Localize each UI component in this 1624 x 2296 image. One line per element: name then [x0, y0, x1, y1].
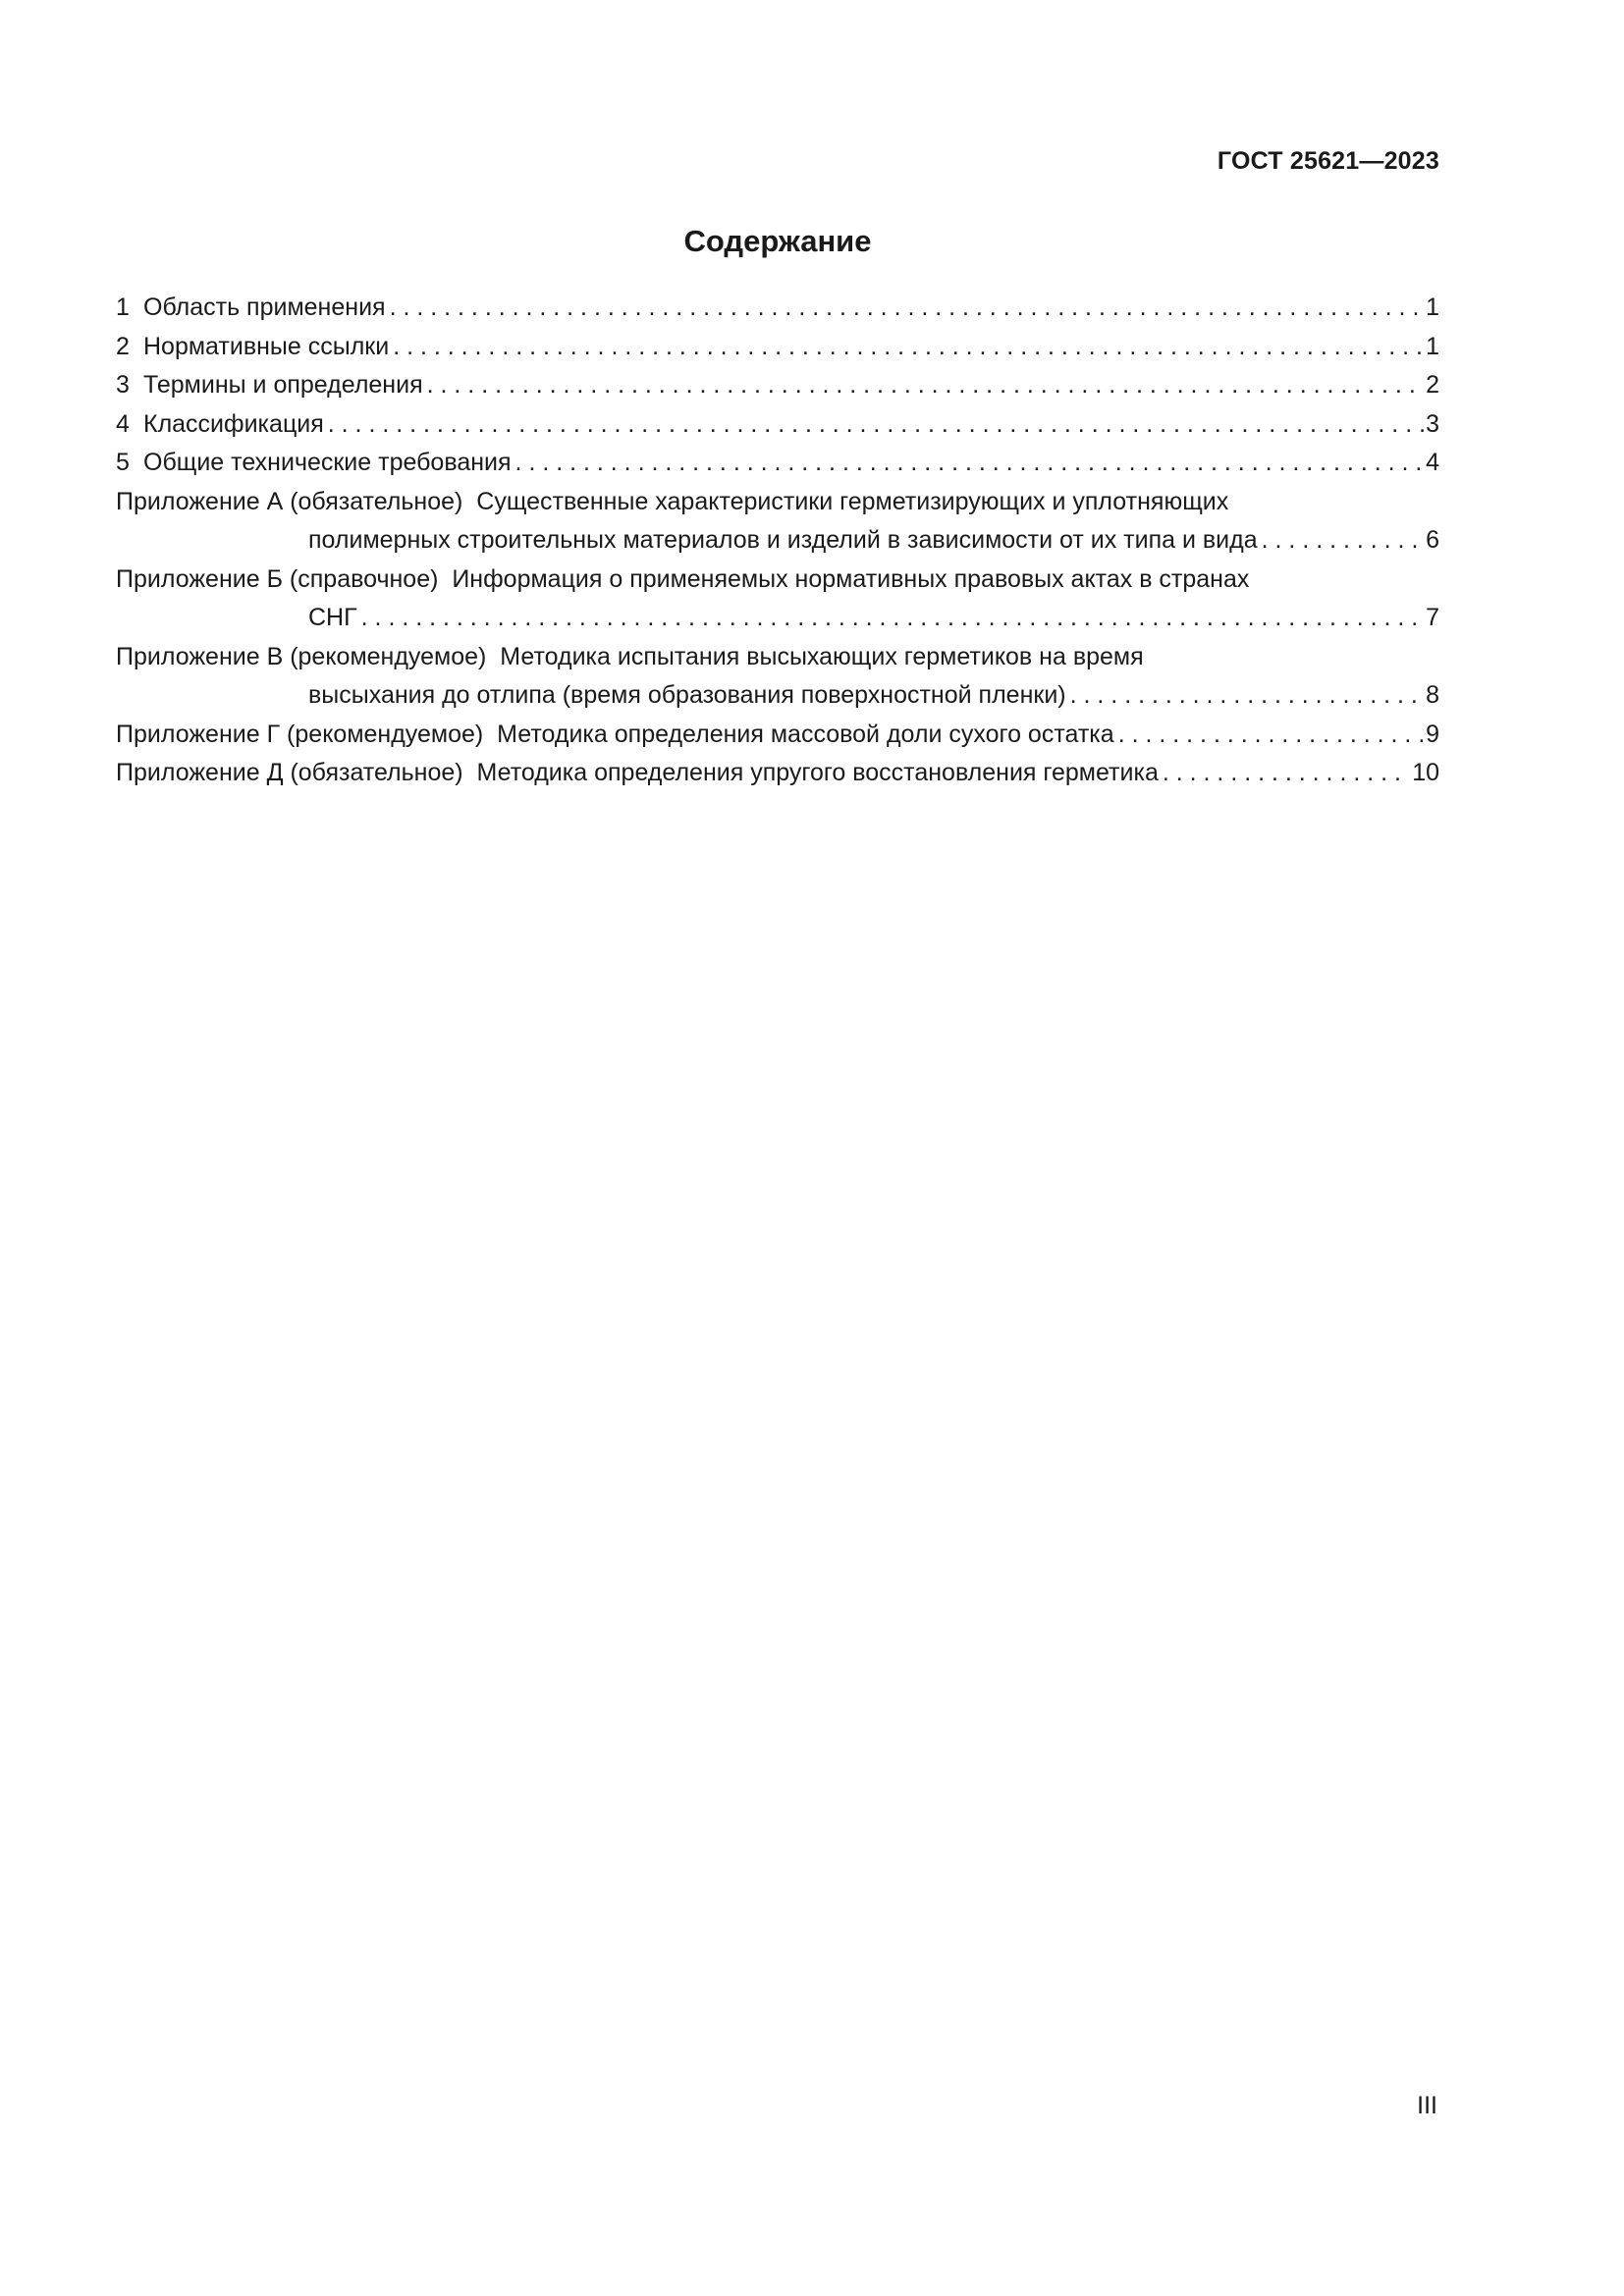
- annex-title-line2: полимерных строительных материалов и изделий в зависимости от их типа и вида: [308, 526, 1258, 554]
- table-of-contents: [116, 289, 1439, 793]
- page-ref: 2: [1426, 371, 1439, 399]
- annex-title-line2: высыхания до отлипа (время образования поверхностной пленки): [308, 681, 1066, 709]
- page-ref: 8: [1426, 681, 1439, 709]
- section-title: Классификация: [143, 409, 324, 438]
- annex-title-line1: Существенные характеристики герметизирующих и уплотняющих: [476, 487, 1229, 515]
- annex-label: Приложение Б (справочное): [116, 564, 439, 593]
- toc-annex-d[interactable]: [116, 754, 1439, 793]
- toc-section-1[interactable]: [116, 289, 1439, 328]
- annex-label: Приложение В (рекомендуемое): [116, 642, 487, 670]
- toc-section-2[interactable]: [116, 328, 1439, 367]
- page-ref: 6: [1426, 526, 1439, 554]
- section-number: 3: [116, 371, 130, 399]
- toc-section-5[interactable]: [116, 444, 1439, 483]
- section-title: Общие технические требования: [143, 449, 512, 476]
- dot-leader: [328, 405, 1424, 445]
- annex-title-line1: Методика определения упругого восстановления герметика: [476, 759, 1159, 786]
- annex-title-line1: Методика определения массовой доли сухого остатка: [497, 720, 1114, 748]
- section-number: 1: [116, 294, 130, 321]
- toc-section-3[interactable]: [116, 366, 1439, 405]
- toc-annex-g[interactable]: [116, 716, 1439, 755]
- section-number: 2: [116, 332, 130, 360]
- annex-title-line1: Методика испытания высыхающих герметиков на время: [500, 642, 1144, 670]
- annex-label: Приложение А (обязательное): [116, 487, 463, 515]
- section-title: Область применения: [143, 294, 386, 321]
- page-ref: 9: [1426, 720, 1439, 748]
- annex-label: Приложение Г (рекомендуемое): [116, 720, 484, 748]
- dot-leader: [361, 599, 1424, 638]
- dot-leader: [390, 289, 1425, 328]
- page-ref: 1: [1426, 332, 1439, 360]
- dot-leader: [1163, 754, 1410, 793]
- page-number: III: [1417, 2092, 1437, 2119]
- annex-title-line1: Информация о применяемых нормативных правовых актах в странах: [452, 564, 1250, 593]
- toc-annex-a[interactable]: [116, 483, 1439, 561]
- page-ref: 7: [1426, 604, 1439, 631]
- dot-leader: [515, 444, 1425, 483]
- section-title: Термины и определения: [143, 371, 423, 399]
- dot-leader: [1262, 521, 1424, 561]
- section-number: 5: [116, 449, 130, 476]
- dot-leader: [393, 328, 1424, 367]
- page-ref: 10: [1412, 759, 1439, 786]
- dot-leader: [1070, 676, 1424, 716]
- dot-leader: [1118, 716, 1424, 755]
- section-number: 4: [116, 409, 130, 438]
- toc-section-4[interactable]: [116, 405, 1439, 445]
- section-title: Нормативные ссылки: [143, 332, 390, 360]
- toc-annex-b[interactable]: [116, 561, 1439, 638]
- annex-title-line2: СНГ: [308, 604, 357, 631]
- dot-leader: [427, 366, 1424, 405]
- page-ref: 1: [1426, 294, 1439, 321]
- annex-label: Приложение Д (обязательное): [116, 759, 463, 786]
- document-code: ГОСТ 25621—2023: [1217, 147, 1439, 175]
- toc-title: Содержание: [683, 224, 872, 258]
- page-ref: 4: [1426, 449, 1439, 476]
- page-ref: 3: [1426, 409, 1439, 438]
- toc-annex-v[interactable]: [116, 638, 1439, 716]
